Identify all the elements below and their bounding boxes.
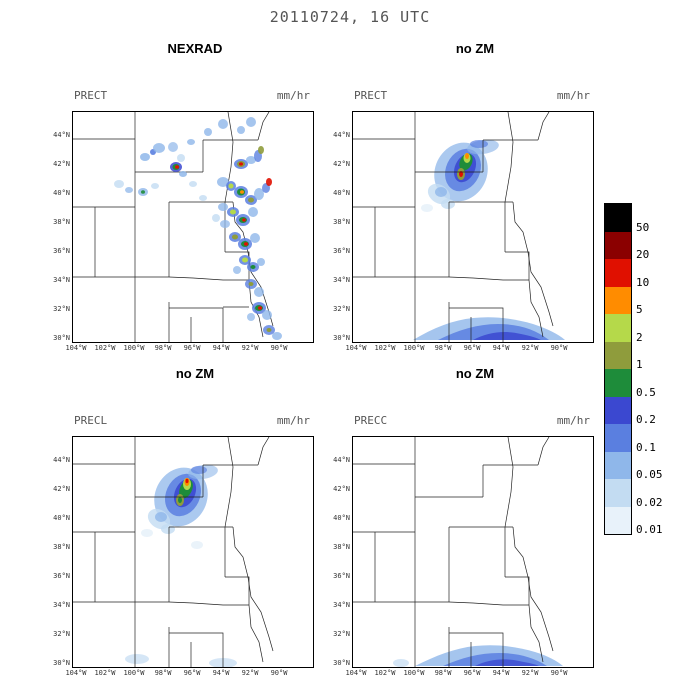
ytick-label: 38°N (333, 543, 350, 551)
colorbar-segment (605, 232, 631, 260)
xtick-label: 98°W (154, 344, 172, 352)
colorbar-tick-label: 5 (636, 303, 643, 316)
xtick-label: 96°W (183, 669, 201, 677)
panel-units-label: mm/hr (556, 414, 590, 427)
ytick-label: 36°N (53, 247, 70, 255)
xtick-label: 100°W (123, 344, 145, 352)
colorbar-segment (605, 287, 631, 315)
colorbar-tick-label: 50 (636, 221, 650, 234)
xtick-label: 90°W (550, 344, 568, 352)
xtick-label: 102°W (94, 669, 116, 677)
colorbar-segment (605, 342, 631, 370)
colorbar-tick-label: 1 (636, 358, 643, 371)
colorbar-segment (605, 507, 631, 535)
xtick-label: 94°W (492, 669, 510, 677)
panel-variable-label: PRECT (74, 89, 108, 102)
xtick-label: 94°W (492, 344, 510, 352)
panel-top-right (334, 86, 594, 361)
ytick-label: 34°N (53, 276, 70, 284)
ytick-label: 42°N (53, 160, 70, 168)
colorbar-tick-label: 10 (636, 276, 650, 289)
xtick-label: 90°W (270, 344, 288, 352)
colorbar-segment (605, 369, 631, 397)
ytick-label: 40°N (53, 514, 70, 522)
ytick-label: 30°N (53, 334, 70, 342)
xtick-label: 100°W (403, 669, 425, 677)
colorbar-segment (605, 314, 631, 342)
ytick-label: 32°N (333, 305, 350, 313)
colorbar-segment (605, 397, 631, 425)
ytick-label: 36°N (333, 247, 350, 255)
figure-suptitle: 20110724, 16 UTC (269, 8, 431, 26)
xtick-label: 104°W (65, 344, 87, 352)
xtick-label: 94°W (212, 344, 230, 352)
panel-title-bottom-right: no ZM (455, 366, 495, 381)
colorbar-tick-label: 20 (636, 248, 650, 261)
ytick-label: 30°N (333, 659, 350, 667)
xtick-label: 96°W (183, 344, 201, 352)
xtick-label: 98°W (154, 669, 172, 677)
colorbar-tick-label: 0.2 (636, 413, 656, 426)
colorbar-segment (605, 204, 631, 232)
ytick-label: 44°N (53, 131, 70, 139)
panel-title-top-left: NEXRAD (167, 41, 223, 56)
panel-units-label: mm/hr (556, 89, 590, 102)
xtick-label: 92°W (521, 344, 539, 352)
map-axes-bottom-left (72, 436, 314, 668)
ytick-label: 42°N (53, 485, 70, 493)
ytick-label: 30°N (53, 659, 70, 667)
panel-variable-label: PRECT (354, 89, 388, 102)
colorbar-segment (605, 479, 631, 507)
xtick-label: 100°W (403, 344, 425, 352)
colorbar-tick-label: 0.02 (636, 496, 663, 509)
ytick-label: 40°N (53, 189, 70, 197)
colorbar-tick-label: 0.5 (636, 386, 656, 399)
colorbar-tick-label: 2 (636, 331, 643, 344)
xtick-label: 94°W (212, 669, 230, 677)
ytick-label: 38°N (53, 218, 70, 226)
colorbar-tick-label: 0.05 (636, 468, 663, 481)
ytick-label: 34°N (53, 601, 70, 609)
ytick-label: 42°N (333, 160, 350, 168)
ytick-label: 40°N (333, 189, 350, 197)
panel-title-top-right: no ZM (455, 41, 495, 56)
xtick-label: 104°W (65, 669, 87, 677)
colorbar-tick-label: 0.01 (636, 523, 663, 536)
xtick-label: 104°W (345, 344, 367, 352)
map-outline-bottom-left (73, 437, 313, 667)
xtick-label: 102°W (374, 669, 396, 677)
ytick-label: 44°N (333, 456, 350, 464)
ytick-label: 32°N (333, 630, 350, 638)
map-axes-top-right (352, 111, 594, 343)
colorbar (604, 203, 632, 535)
panel-top-left (54, 86, 314, 361)
ytick-label: 40°N (333, 514, 350, 522)
map-axes-bottom-right (352, 436, 594, 668)
colorbar-segment (605, 424, 631, 452)
ytick-label: 36°N (53, 572, 70, 580)
xtick-label: 100°W (123, 669, 145, 677)
map-outline-top-left (73, 112, 313, 342)
ytick-label: 44°N (333, 131, 350, 139)
ytick-label: 32°N (53, 305, 70, 313)
ytick-label: 38°N (333, 218, 350, 226)
panel-bottom-right (334, 411, 594, 686)
xtick-label: 96°W (463, 669, 481, 677)
xtick-label: 92°W (241, 669, 259, 677)
ytick-label: 32°N (53, 630, 70, 638)
xtick-label: 92°W (521, 669, 539, 677)
ytick-label: 34°N (333, 276, 350, 284)
xtick-label: 96°W (463, 344, 481, 352)
colorbar-segment (605, 259, 631, 287)
xtick-label: 90°W (550, 669, 568, 677)
panel-units-label: mm/hr (276, 414, 310, 427)
ytick-label: 30°N (333, 334, 350, 342)
ytick-label: 36°N (333, 572, 350, 580)
xtick-label: 104°W (345, 669, 367, 677)
xtick-label: 102°W (374, 344, 396, 352)
map-outline-bottom-right (353, 437, 593, 667)
panel-title-bottom-left: no ZM (175, 366, 215, 381)
map-outline-top-right (353, 112, 593, 342)
panel-variable-label: PRECC (354, 414, 388, 427)
panel-bottom-left (54, 411, 314, 686)
panel-units-label: mm/hr (276, 89, 310, 102)
xtick-label: 92°W (241, 344, 259, 352)
xtick-label: 98°W (434, 344, 452, 352)
colorbar-segment (605, 452, 631, 480)
colorbar-tick-label: 0.1 (636, 441, 656, 454)
xtick-label: 102°W (94, 344, 116, 352)
xtick-label: 98°W (434, 669, 452, 677)
map-axes-top-left (72, 111, 314, 343)
ytick-label: 34°N (333, 601, 350, 609)
xtick-label: 90°W (270, 669, 288, 677)
panel-variable-label: PRECL (74, 414, 108, 427)
ytick-label: 38°N (53, 543, 70, 551)
ytick-label: 42°N (333, 485, 350, 493)
ytick-label: 44°N (53, 456, 70, 464)
